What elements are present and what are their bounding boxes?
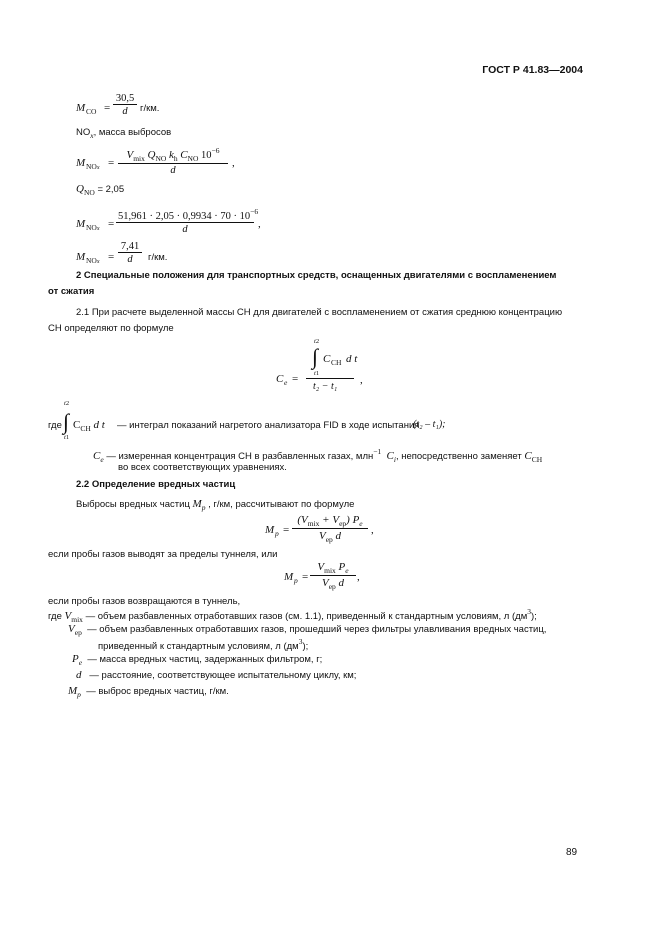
condition-1: если пробы газов выводят за пределы туннеля, или	[48, 549, 278, 560]
nox-label: $NO_x$, масса выбросов	[76, 127, 172, 140]
mco-subscript: CO	[86, 107, 97, 116]
formula-mnox-numeric: M NOx = $\frac{51,961 \cdot 2,05 \cdot 0,9934 \cdot 70 \cdot 10^{-6}}{d}$ ,	[76, 207, 261, 235]
mco-symbol: M	[76, 102, 86, 114]
legend-vep: $V_{ep}$ — объем разбавленных отработавших газов, прошедший через фильтры улавливания вредных частиц,	[68, 623, 547, 637]
legend-vmix: где $V_{mix}$ — объем разбавленных отработавших газов (см. 1.1), приведенный к стандартным условиям, л $(дм^3)$;	[48, 607, 537, 624]
formula-ce: C e = t2 ∫ C CH d t t1 t₂ − t₁ ,	[276, 338, 363, 392]
section-2-2-heading: 2.2 Определение вредных частиц	[76, 479, 236, 490]
formula-mp-1: M p = $(V_{mix} + V_{ep})$ $P_e$ $V_{ep}$ d ,	[265, 514, 374, 544]
paragraph-2-2-intro: Выбросы вредных частиц $M_p$ , г/км, рассчитывают по формуле	[76, 498, 355, 512]
page-number: 89	[566, 847, 578, 858]
paragraph-2-1: 2.1 При расчете выделенной массы СН для двигателей с воспламенением от сжатия среднюю концентрацию	[76, 307, 563, 318]
formula-mnox-result: M NOx = $\frac{7,41}{d}$ г/км.	[76, 241, 168, 265]
document-code: ГОСТ Р 41.83—2004	[482, 64, 583, 76]
formula-mp-2: M p = $V_{mix}$ $P_e$ $V_{ep}$ d ,	[284, 561, 360, 591]
mco-fraction	[113, 93, 137, 117]
mco-denominator: d	[122, 106, 128, 117]
section-2-heading: 2 Специальные положения для транспортных средств, оснащенных двигателями с воспламенением	[76, 270, 557, 281]
mco-unit: г/км.	[140, 103, 160, 114]
section-2-heading-cont: от сжатия	[48, 286, 95, 297]
condition-2: если пробы газов возвращаются в туннель,	[48, 596, 241, 607]
legend-mp: $M_p$ — выброс вредных частиц, г/км.	[68, 685, 229, 699]
where-integral-line: t2 где ∫ t1 $C_{CH}$ d t — интеграл показаний нагретого анализатора FID в ходе испытания (t₂ – t₁);	[48, 400, 446, 441]
formula-mnox: M NOx = $V_{mix}$ $Q_{NO}$ $k_h$ $C_{NO}$ $10^{-6}$ d ,	[76, 146, 235, 176]
mnox-fraction: $V_{mix}$ $Q_{NO}$ $k_h$ $C_{NO}$ $10^{-6}$ d	[118, 146, 228, 176]
legend-pe: $P_e$ — масса вредных частиц, задержанных фильтром, г;	[72, 653, 323, 667]
where-ce-line: $C_e$ — измеренная концентрация СН в разбавленных газах, млн$^{-1}$ $C_i$, непосредственно заменяет $C_{CH}$	[93, 447, 543, 464]
legend-d: d — расстояние, соответствующее испытательному циклу, км;	[76, 669, 357, 681]
legend-vep-cont: приведенный к стандартным условиям, л $(дм^3)$;	[98, 637, 309, 652]
where-ce-line-cont: во всех соответствующих уравнениях.	[118, 462, 287, 473]
formula-qnox: $Q_{NO} = 2,05$	[76, 183, 125, 197]
mco-numerator: 30,5	[113, 93, 137, 105]
paragraph-2-1-cont: СН определяют по формуле	[48, 323, 174, 334]
